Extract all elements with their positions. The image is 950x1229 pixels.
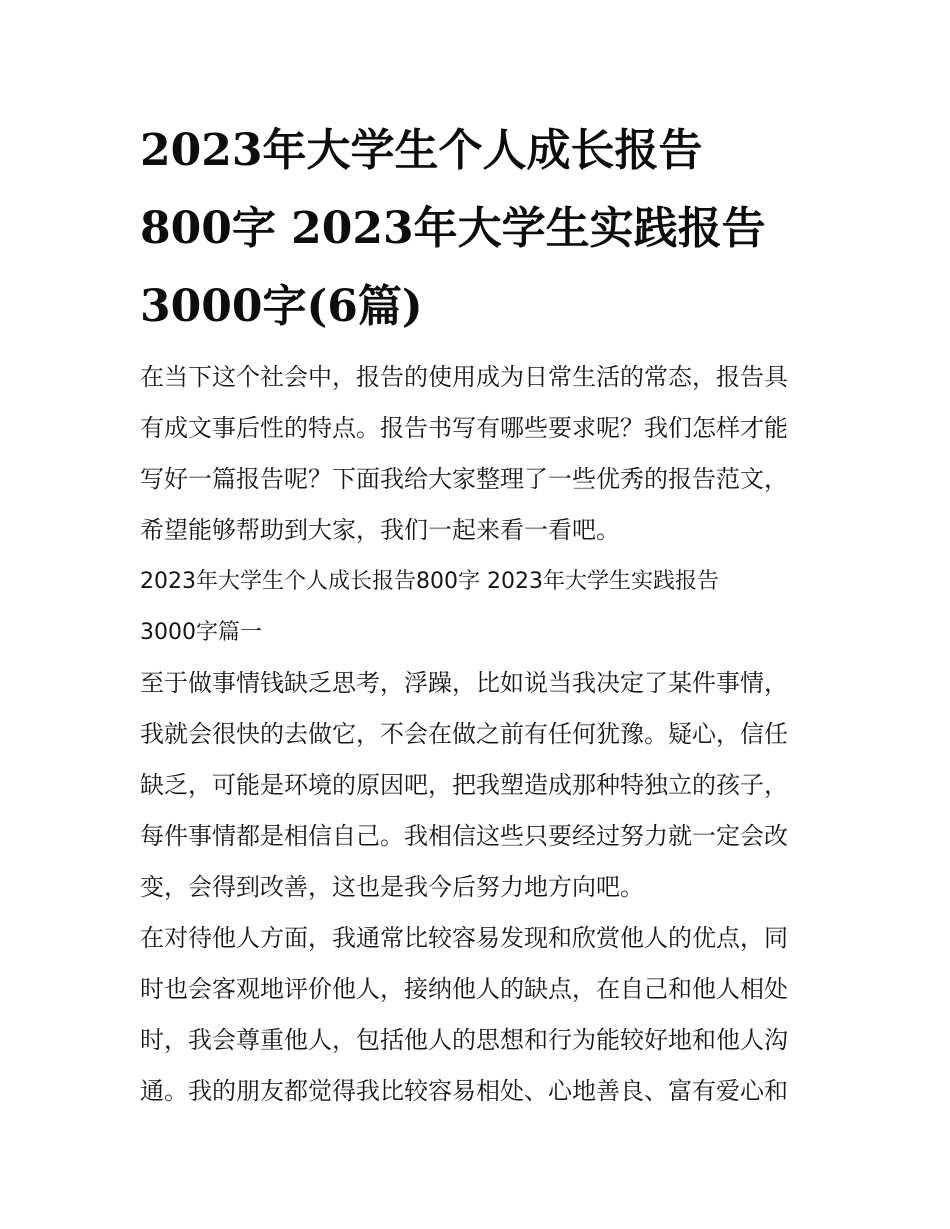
title-line: 800字 2023年大学生实践报告: [140, 203, 766, 254]
text-line: 我就会很快的去做它，不会在做之前有任何犹豫。疑心，信任: [140, 720, 788, 748]
text-line: 变，会得到改善，这也是我今后努力地方向吧。: [140, 873, 644, 901]
text-line: 写好一篇报告呢？下面我给大家整理了一些优秀的报告范文，: [140, 465, 788, 493]
title-line: 2023年大学生个人成长报告: [140, 125, 703, 176]
text-line: 每件事情都是相信自己。我相信这些只要经过努力就一定会改: [140, 822, 788, 850]
text-line: 有成文事后性的特点。报告书写有哪些要求呢？我们怎样才能: [140, 414, 788, 442]
text-line: 时也会客观地评价他人，接纳他人的缺点，在自己和他人相处: [140, 975, 788, 1003]
text-line: 在当下这个社会中，报告的使用成为日常生活的常态，报告具: [140, 363, 788, 391]
heading-line: 2023年大学生个人成长报告800字 2023年大学生实践报告: [140, 569, 719, 594]
text-line: 在对待他人方面，我通常比较容易发现和欣赏他人的优点，同: [140, 924, 788, 952]
body-paragraph-2: [140, 913, 830, 1117]
document-body: [140, 352, 830, 1117]
text-line: 至于做事情钱缺乏思考，浮躁，比如说当我决定了某件事情，: [140, 669, 788, 697]
intro-paragraph: [140, 352, 830, 556]
text-line: 希望能够帮助到大家，我们一起来看一看吧。: [140, 516, 620, 544]
text-line: 缺乏，可能是环境的原因吧，把我塑造成那种特独立的孩子，: [140, 771, 788, 799]
document-title: [140, 112, 840, 346]
title-line: 3000字(6篇): [140, 281, 423, 332]
section-heading: [140, 556, 830, 658]
body-paragraph-1: [140, 658, 830, 913]
text-line: 时，我会尊重他人，包括他人的思想和行为能较好地和他人沟: [140, 1026, 788, 1054]
text-line: 通。我的朋友都觉得我比较容易相处、心地善良、富有爱心和: [140, 1077, 788, 1105]
heading-line: 3000字篇一: [140, 620, 262, 645]
